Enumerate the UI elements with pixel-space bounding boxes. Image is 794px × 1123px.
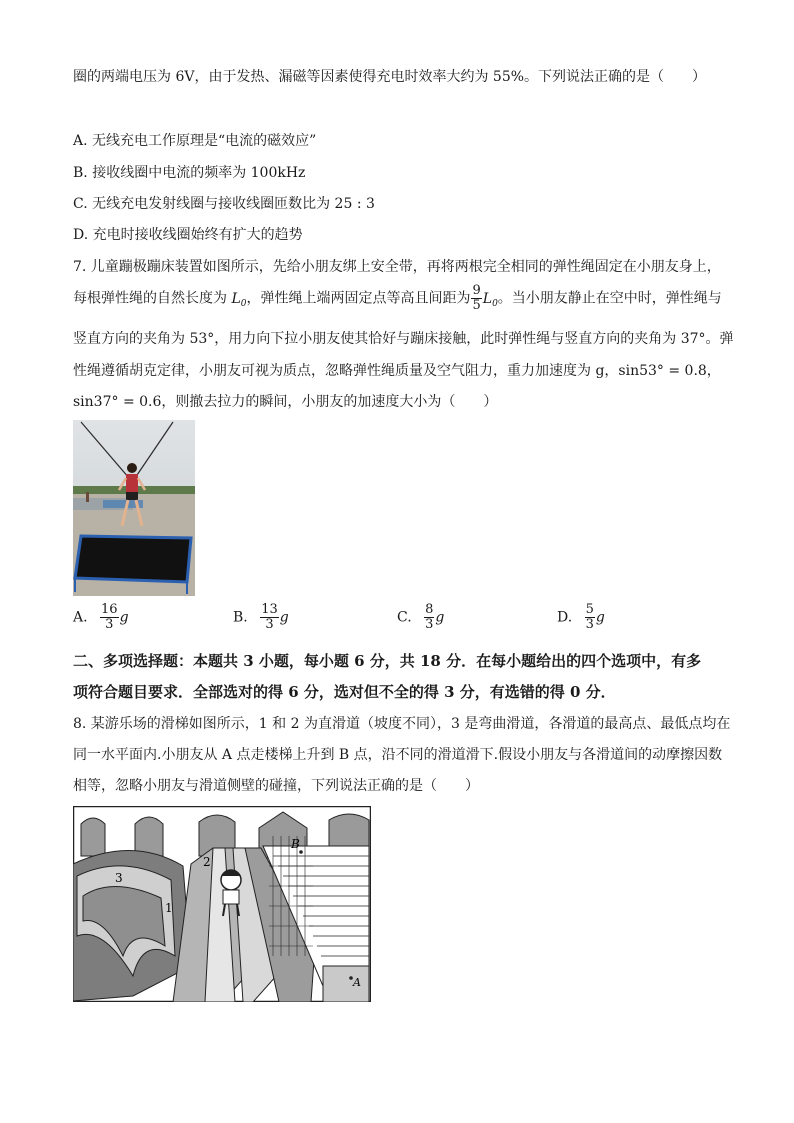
q6-stem-end: 圈的两端电压为 6V，由于发热、漏磁等因素使得充电时效率大约为 55%。下列说法正确的是（ ）	[73, 69, 707, 85]
section-2-heading-line-2: 项符合题目要求．全部选对的得 6 分，选对但不全的得 3 分，有选错的得 0 分．	[73, 683, 616, 701]
q7-option-a: A. $\frac{16}{3}$ g	[73, 602, 129, 632]
q8-line-1: 8. 某游乐场的滑梯如图所示，1 和 2 为直滑道（坡度不同），3 是弯曲滑道，各滑道的最高点、最低点均在	[73, 716, 731, 732]
slide-label-2: 2	[203, 855, 211, 869]
q7-line-4: 性绳遵循胡克定律，小朋友可视为质点，忽略弹性绳质量及空气阻力，重力加速度为 g，sin53° = 0.8，	[73, 363, 721, 379]
q6-option-c: C. 无线充电发射线圈与接收线圈匝数比为 25 : 3	[73, 196, 375, 212]
q7-line-3: 竖直方向的夹角为 53°，用力向下拉小朋友使其恰好与蹦床接触，此时弹性绳与竖直方向的夹角为 37°。弹	[73, 331, 734, 347]
q8-line-3: 相等，忽略小朋友与滑道侧壁的碰撞，下列说法正确的是（ ）	[73, 778, 479, 794]
q7-line-2-a: 每根弹性绳的自然长度为	[73, 290, 232, 307]
q6-option-b: B. 接收线圈中电流的频率为 100kHz	[73, 165, 306, 181]
q7-l0-b: $L_0$	[482, 290, 498, 309]
point-a-label: A	[353, 976, 361, 989]
q7-line-2-b: ，弹性绳上端两固定点等高且间距为	[246, 290, 471, 307]
q8-line-2: 同一水平面内.小朋友从 A 点走楼梯上升到 B 点，沿不同的滑道滑下.假设小朋友与各滑道间的动摩擦因数	[73, 747, 723, 763]
q7-line-1: 7. 儿童蹦极蹦床装置如图所示，先给小朋友绑上安全带，再将两根完全相同的弹性绳固定在小朋友身上，	[73, 259, 721, 275]
q7-line-2-c: 。当小朋友静止在空中时，弹性绳与	[497, 290, 722, 307]
slide-illustration	[73, 806, 371, 1002]
q6-option-a: A. 无线充电工作原理是“电流的磁效应”	[73, 133, 317, 149]
q7-line-5: sin37° = 0.6，则撤去拉力的瞬间，小朋友的加速度大小为（ ）	[73, 394, 498, 410]
q7-option-c: C. $\frac{8}{3}$ g	[397, 602, 445, 632]
point-b-label: B	[291, 837, 300, 851]
section-2-heading-line-1: 二、多项选择题：本题共 3 小题，每小题 6 分，共 18 分．在每小题给出的四个选项中，有多	[73, 652, 702, 670]
q7-fraction: $\frac{9}{5}$	[472, 283, 481, 313]
q7-l0: $L_0$	[231, 290, 247, 309]
slide-label-3: 3	[115, 871, 123, 885]
q7-option-d: D. $\frac{5}{3}$ g	[557, 602, 605, 632]
q7-line-2	[73, 284, 722, 313]
q7-option-b: B. $\frac{13}{3}$ g	[233, 602, 289, 632]
slide-label-1: 1	[165, 901, 173, 915]
bungee-trampoline-photo	[73, 420, 195, 596]
q6-option-d: D. 充电时接收线圈始终有扩大的趋势	[73, 227, 303, 243]
